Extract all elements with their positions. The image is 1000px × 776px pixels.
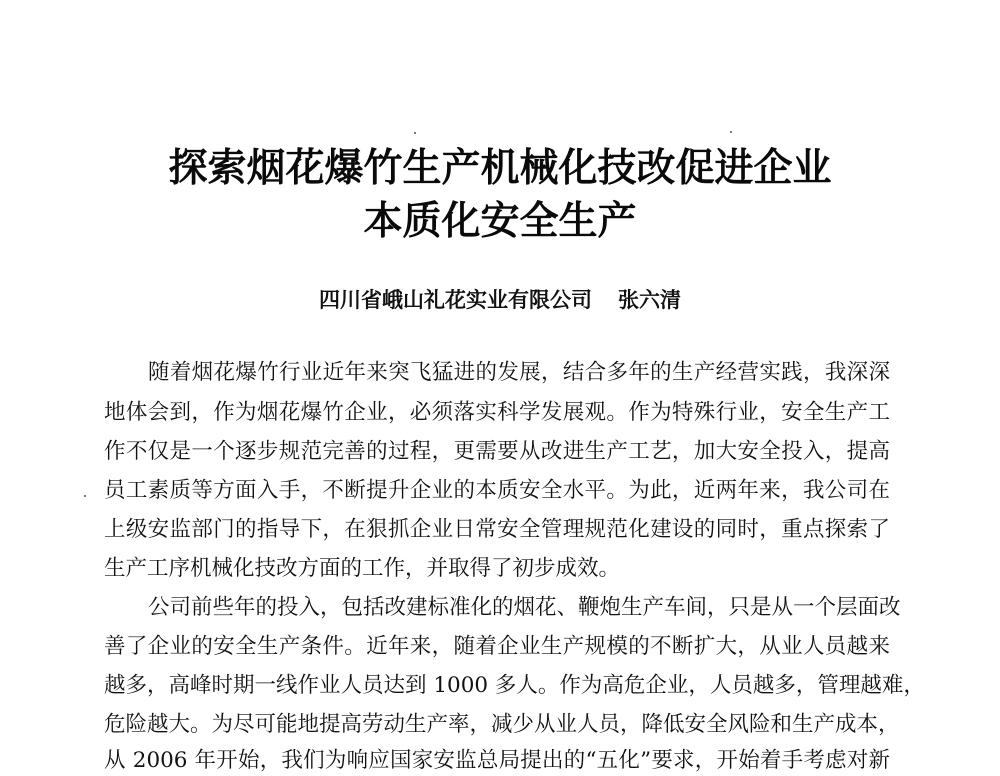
scan-speck <box>84 495 86 497</box>
author-name: 张六清 <box>618 288 681 312</box>
article-title-line-2: 本质化安全生产 <box>363 199 637 244</box>
scan-speck <box>414 132 416 134</box>
paragraph-1-line-6: 生产工序机械化技改方面的工作，并取得了初步成效。 <box>104 556 621 581</box>
paragraph-1-line-2: 地体会到，作为烟花爆竹企业，必须落实科学发展观。作为特殊行业，安全生产工 <box>104 400 890 425</box>
paragraph-1-line-4: 员工素质等方面入手，不断提升企业的本质安全水平。为此，近两年来，我公司在 <box>104 478 890 503</box>
paragraph-2-line-4: 危险越大。为尽可能地提高劳动生产率，减少从业人员，降低安全风险和生产成本， <box>104 712 900 737</box>
paragraph-2-line-1: 公司前些年的投入，包括改建标准化的烟花、鞭炮生产车间，只是从一个层面改 <box>148 595 901 620</box>
paragraph-2-line-5: 从 2006 年开始，我们为响应国家安监总局提出的“五化”要求，开始着手考虑对新 <box>104 748 890 773</box>
paragraph-2-line-2: 善了企业的安全生产条件。近年来，随着企业生产规模的不断扩大，从业人员越来 <box>104 634 890 659</box>
paragraph-1-line-3: 作不仅是一个逐步规范完善的过程，更需要从改进生产工艺，加大安全投入，提高 <box>104 439 890 464</box>
paragraph-1-line-5: 上级安监部门的指导下，在狠抓企业日常安全管理规范化建设的同时，重点探索了 <box>104 517 890 542</box>
author-organization: 四川省峨山礼花实业有限公司 <box>319 288 592 312</box>
paragraph-1-line-1: 随着烟花爆竹行业近年来突飞猛进的发展，结合多年的生产经营实践，我深深 <box>148 360 890 385</box>
article-title-line-1: 探索烟花爆竹生产机械化技改促进企业 <box>168 146 832 191</box>
paragraph-2-line-3: 越多，高峰时期一线作业人员达到 1000 多人。作为高危企业，人员越多，管理越难， <box>104 673 925 698</box>
scan-speck <box>730 131 732 133</box>
byline <box>0 286 1000 314</box>
